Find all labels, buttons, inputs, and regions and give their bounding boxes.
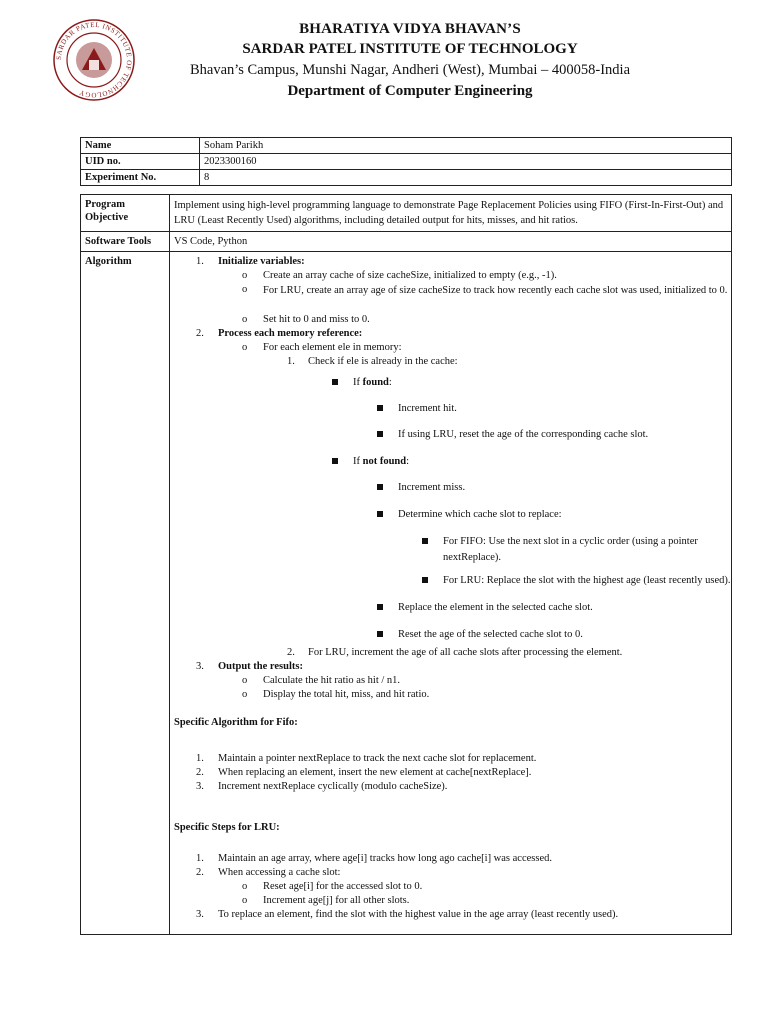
algorithm-label: Algorithm: [81, 252, 170, 935]
fifo-step: When replacing an element, insert the new element at cache[nextReplace].: [218, 767, 532, 778]
step-number: 1.: [287, 356, 295, 367]
fifo-step: Increment nextReplace cyclically (modulo cacheSize).: [218, 781, 448, 792]
fifo-heading: Specific Algorithm for Fifo:: [174, 717, 298, 728]
table-row: [81, 138, 732, 154]
info-value: Soham Parikh: [200, 138, 732, 154]
step-number: 2.: [196, 328, 204, 339]
not-found-b2: For LRU: Replace the slot with the highest age (least recently used).: [443, 575, 731, 586]
bullet: o: [242, 270, 248, 281]
objective-text: Implement using high-level programming language to demonstrate Page Replacement Policies using FIFO (First-In-First-Out) and LRU (Least Recently Used) algorithms, including detailed output for hits, misses, and hit ratios.: [170, 195, 732, 232]
fifo-step: Maintain a pointer nextReplace to track the next cache slot for replacement.: [218, 753, 537, 764]
step-number: 1.: [196, 753, 204, 764]
bullet: o: [242, 689, 248, 700]
step-1: Initialize variables:: [218, 256, 305, 267]
bullet: o: [242, 675, 248, 686]
step-1b: For LRU, create an array age of size cacheSize to track how recently each cache slot was used, initialized to 0.: [263, 285, 728, 296]
step-number: 3.: [196, 781, 204, 792]
square-bullet-icon: [377, 402, 383, 415]
found-a: Increment hit.: [398, 403, 457, 414]
step-number: 1.: [196, 853, 204, 864]
step-number: 2.: [196, 867, 204, 878]
table-row: [81, 154, 732, 170]
info-label: UID no.: [81, 154, 200, 170]
info-value: 2023300160: [200, 154, 732, 170]
document-header: [0, 0, 768, 120]
bullet: o: [242, 881, 248, 892]
lru-step: To replace an element, find the slot with the highest value in the age array (least recently used).: [218, 909, 619, 920]
not-found-b1: For FIFO: Use the next slot in a cyclic order (using a pointer nextReplace).: [443, 536, 698, 563]
table-row: [81, 195, 732, 232]
table-row: [81, 252, 732, 935]
square-bullet-icon: [377, 428, 383, 441]
step-3a: Calculate the hit ratio as hit / n1.: [263, 675, 401, 686]
square-bullet-icon: [332, 376, 338, 389]
info-label: Name: [81, 138, 200, 154]
lru-heading: Specific Steps for LRU:: [174, 822, 280, 833]
info-value: 8: [200, 170, 732, 186]
if-not-found-line: If not found:: [353, 456, 410, 467]
lru-step: Maintain an age array, where age[i] tracks how long ago cache[i] was accessed.: [218, 853, 552, 864]
found-b: If using LRU, reset the age of the corresponding cache slot.: [398, 429, 649, 440]
table-row: [81, 232, 732, 252]
step-3b: Display the total hit, miss, and hit ratio.: [263, 689, 430, 700]
step-1a: Create an array cache of size cacheSize, initialized to empty (e.g., -1).: [263, 270, 557, 281]
logo-ring-text: SARDAR PATEL INSTITUTE OF TECHNOLOGY: [54, 20, 134, 100]
step-number: 2.: [287, 647, 295, 658]
if-found-line: If found:: [353, 377, 392, 388]
square-bullet-icon: [377, 508, 383, 521]
trust-name: BHARATIYA VIDYA BHAVAN’S: [299, 21, 521, 37]
step-2a1: Check if ele is already in the cache:: [308, 356, 458, 367]
objective-label: Program Objective: [81, 195, 170, 232]
not-found-b: Determine which cache slot to replace:: [398, 509, 562, 520]
step-number: 2.: [196, 767, 204, 778]
step-2: Process each memory reference:: [218, 328, 363, 339]
not-found-d: Reset the age of the selected cache slot to 0.: [398, 629, 583, 640]
institute-logo-icon: [52, 18, 136, 102]
bullet: o: [242, 314, 248, 325]
step-3: Output the results:: [218, 661, 303, 672]
step-2a2: For LRU, increment the age of all cache slots after processing the element.: [308, 647, 623, 658]
square-bullet-icon: [422, 535, 428, 548]
bullet: o: [242, 342, 248, 353]
experiment-table: [80, 194, 732, 935]
not-found-c: Replace the element in the selected cache slot.: [398, 602, 593, 613]
bullet: o: [242, 895, 248, 906]
tools-label: Software Tools: [81, 232, 170, 252]
square-bullet-icon: [377, 628, 383, 641]
info-label: Experiment No.: [81, 170, 200, 186]
department-name: Department of Computer Engineering: [287, 83, 533, 99]
square-bullet-icon: [422, 574, 428, 587]
table-row: [81, 170, 732, 186]
student-info-table: [80, 137, 732, 186]
tools-text: VS Code, Python: [170, 232, 732, 252]
square-bullet-icon: [377, 481, 383, 494]
step-number: 3.: [196, 909, 204, 920]
lru-step: When accessing a cache slot:: [218, 867, 341, 878]
institute-address: Bhavan’s Campus, Munshi Nagar, Andheri (West), Mumbai – 400058-India: [189, 62, 631, 78]
square-bullet-icon: [332, 455, 338, 468]
square-bullet-icon: [377, 601, 383, 614]
step-number: 3.: [196, 661, 204, 672]
step-2a: For each element ele in memory:: [263, 342, 402, 353]
bullet: o: [242, 284, 248, 295]
lru-substep: Increment age[j] for all other slots.: [263, 895, 410, 906]
step-number: 1.: [196, 256, 204, 267]
not-found-a: Increment miss.: [398, 482, 466, 493]
algorithm-body: [170, 252, 732, 935]
lru-substep: Reset age[i] for the accessed slot to 0.: [263, 881, 423, 892]
institute-name: SARDAR PATEL INSTITUTE OF TECHNOLOGY: [242, 41, 578, 57]
step-1c: Set hit to 0 and miss to 0.: [263, 314, 370, 325]
